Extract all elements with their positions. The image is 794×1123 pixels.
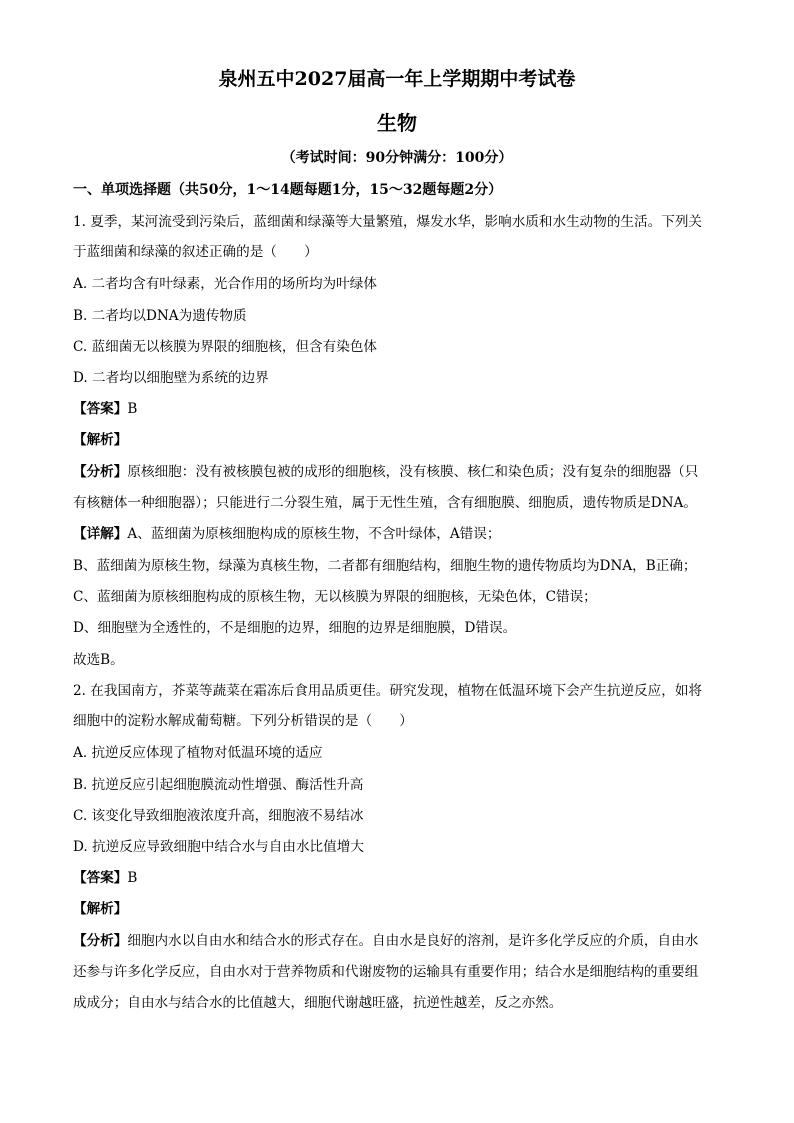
q1-fenxi-line1 (73, 463, 698, 481)
fenxi-text: 原核细胞：没有被核膜包被的成形的细胞核，没有核膜、核仁和染色质；没有复杂的细胞器（只 (127, 464, 699, 480)
q1-option-a: A. 二者均含有叶绿素，光合作用的场所均为叶绿体 (73, 276, 377, 292)
q2-analysis-tag (73, 900, 127, 918)
q1-xiangjie-a (73, 525, 500, 543)
q1-xiangjie-c: C、蓝细菌为原核细胞构成的原核生物，无以核膜为界限的细胞核，无染色体，C错误； (73, 589, 597, 605)
q2-option-d: D. 抗逆反应导致细胞中结合水与自由水比值增大 (73, 839, 364, 855)
q1-stem-line2: 于蓝细菌和绿藻的叙述正确的是（ ） (73, 244, 318, 260)
answer-value: B (127, 870, 138, 886)
q1-fenxi-line2: 有核糖体一种细胞器）；只能进行二分裂生殖，属于无性生殖，含有细胞膜、细胞质，遗传物质是DNA。 (73, 495, 697, 511)
subject-title: 生物 (377, 111, 417, 135)
q1-xiangjie-d: D、细胞壁为全透性的，不是细胞的边界，细胞的边界是细胞膜，D错误。 (73, 620, 517, 636)
xiangjie-text: A、蓝细菌为原核细胞构成的原核生物，不含叶绿体，A错误； (127, 526, 501, 542)
xiangjie-tag: 【详解】 (73, 526, 128, 542)
section-heading: 一、单项选择题（共50分，1～14题每题1分，15～32题每题2分） (73, 182, 503, 198)
answer-tag: 【答案】 (73, 870, 128, 886)
fenxi-text: 细胞内水以自由水和结合水的形式存在。自由水是良好的溶剂，是许多化学反应的介质，自由水 (127, 933, 699, 949)
exam-time-score: （考试时间：90分钟满分：100分） (281, 150, 513, 166)
q2-fenxi-line2: 还参与许多化学反应，自由水对于营养物质和代谢废物的运输具有重要作用；结合水是细胞结构的重要组 (73, 964, 699, 980)
q1-analysis-tag (73, 431, 127, 449)
q2-option-a: A. 抗逆反应体现了植物对低温环境的适应 (73, 745, 323, 761)
q2-stem-line2: 细胞中的淀粉水解成葡萄糖。下列分析错误的是（ ） (73, 713, 413, 729)
q1-xiangjie-b: B、蓝细菌为原核生物，绿藻为真核生物，二者都有细胞结构，细胞生物的遗传物质均为DNA，B正确； (73, 558, 697, 574)
answer-tag: 【答案】 (73, 401, 128, 417)
fenxi-tag: 【分析】 (73, 933, 128, 949)
q1-conclusion: 故选B。 (73, 652, 124, 668)
analysis-tag: 【解析】 (73, 901, 128, 917)
q1-answer (73, 400, 137, 418)
q1-stem-line1: 1. 夏季，某河流受到污染后，蓝细菌和绿藻等大量繁殖，爆发水华，影响水质和水生动物的生活。下列关 (73, 214, 703, 230)
q1-option-c: C. 蓝细菌无以核膜为界限的细胞核，但含有染色体 (73, 339, 378, 355)
q1-option-b: B. 二者均以DNA为遗传物质 (73, 308, 247, 324)
answer-value: B (127, 401, 138, 417)
fenxi-tag: 【分析】 (73, 464, 128, 480)
q2-fenxi-line1 (73, 932, 698, 950)
q2-answer (73, 869, 137, 887)
q1-option-d: D. 二者均以细胞壁为系统的边界 (73, 370, 269, 386)
q2-stem-line1: 2. 在我国南方，芥菜等蔬菜在霜冻后食用品质更佳。研究发现，植物在低温环境下会产生抗逆反应，如将 (73, 683, 703, 699)
q2-option-b: B. 抗逆反应引起细胞膜流动性增强、酶活性升高 (73, 777, 364, 793)
exam-title: 泉州五中2027届高一年上学期期中考试卷 (218, 68, 576, 90)
q2-option-c: C. 该变化导致细胞液浓度升高，细胞液不易结冰 (73, 808, 364, 824)
analysis-tag: 【解析】 (73, 432, 128, 448)
q2-fenxi-line3: 成成分；自由水与结合水的比值越大，细胞代谢越旺盛，抗逆性越差，反之亦然。 (73, 995, 563, 1011)
